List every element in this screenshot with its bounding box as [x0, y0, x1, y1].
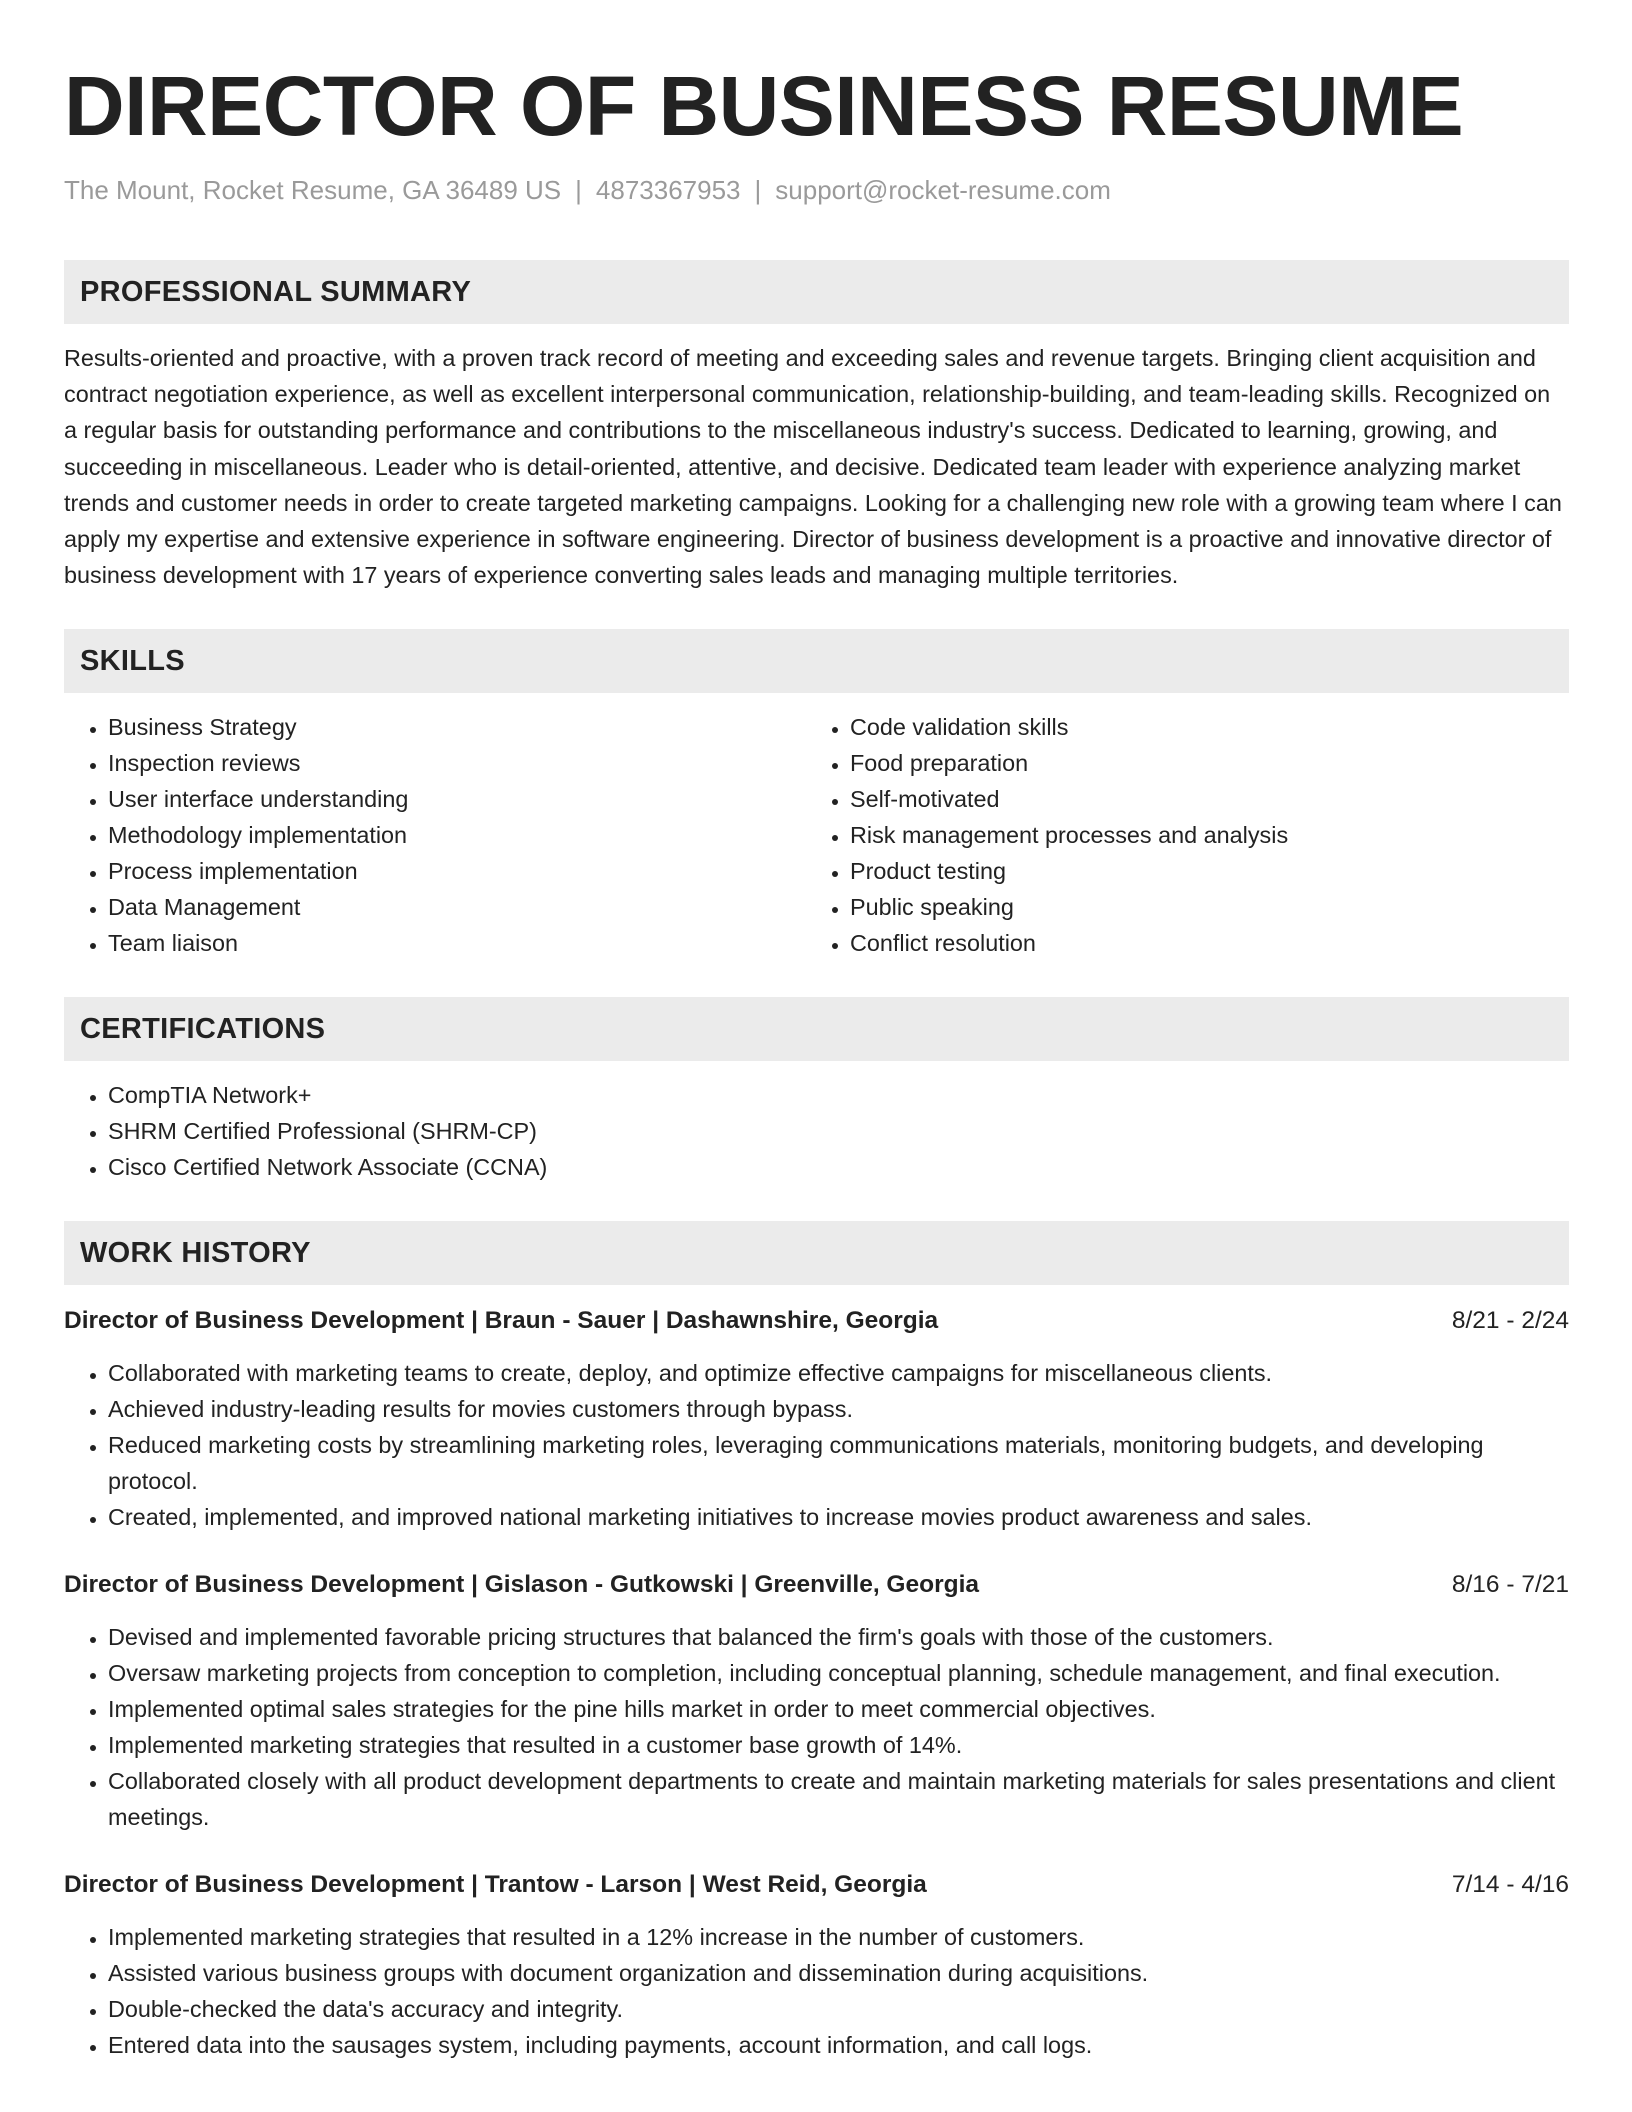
contact-line	[64, 172, 1569, 208]
certifications-list	[64, 1077, 1569, 1185]
job-bullets	[64, 1619, 1569, 1835]
work-history-section	[64, 1221, 1569, 2063]
job-bullet: • Collaborated closely with all product development departments to create and maintain marketing materials for sales presentations and client meetings.	[108, 1763, 1569, 1835]
contact-phone: 4873367953	[595, 175, 741, 205]
job-bullet: • Implemented optimal sales strategies for the pine hills market in order to meet commercial objectives.	[108, 1691, 1569, 1727]
section-heading-certifications: CERTIFICATIONS	[64, 997, 1569, 1061]
job-bullets	[64, 1919, 1569, 2063]
job-dates: 8/21 - 2/24	[1451, 1307, 1569, 1335]
job-title: Director of Business Development | Trantow - Larson | West Reid, Georgia	[64, 1871, 927, 1899]
job-title: Director of Business Development | Gislason - Gutkowski | Greenville, Georgia	[64, 1571, 980, 1599]
skill-item: • Self-motivated	[850, 781, 1548, 817]
skills-grid	[64, 709, 1569, 961]
job-entry	[64, 1303, 1569, 1535]
professional-summary-section	[64, 260, 1569, 593]
job-dates: 8/16 - 7/21	[1451, 1571, 1569, 1599]
certification-item: • SHRM Certified Professional (SHRM-CP)	[108, 1113, 1569, 1149]
skills-column-right	[806, 709, 1548, 961]
job-header	[64, 1303, 1569, 1339]
job-bullets	[64, 1355, 1569, 1535]
job-bullet: • Oversaw marketing projects from conception to completion, including conceptual planning, schedule management, and final execution.	[108, 1655, 1569, 1691]
skill-item: • Data Management	[108, 889, 806, 925]
skill-item: • Food preparation	[850, 745, 1548, 781]
job-title: Director of Business Development | Braun - Sauer | Dashawnshire, Georgia	[64, 1307, 939, 1335]
job-bullet: • Implemented marketing strategies that resulted in a 12% increase in the number of customers.	[108, 1919, 1569, 1955]
skill-item: • Methodology implementation	[108, 817, 806, 853]
contact-separator: |	[754, 175, 762, 205]
summary-text: Results-oriented and proactive, with a proven track record of meeting and exceeding sales and revenue targets. Bringing client acquisition and contract negotiation experience, as well as excellent interpersonal communication, relationship-building, and team-leading skills. Recognized on a regular basis for outstanding performance and contributions to the miscellaneous industry's success. Dedicated to learning, growing, and succeeding in miscellaneous. Leader who is detail-oriented, attentive, and decisive. Dedicated team leader with experience analyzing market trends and customer needs in order to create targeted marketing campaigns. Looking for a challenging new role with a growing team where I can apply my expertise and extensive experience in software engineering. Director of business development is a proactive and innovative director of business development with 17 years of experience converting sales leads and managing multiple territories.	[64, 345, 1562, 589]
skills-section	[64, 629, 1569, 961]
section-heading-summary: PROFESSIONAL SUMMARY	[64, 260, 1569, 324]
contact-separator: |	[575, 175, 582, 205]
skill-item: • Conflict resolution	[850, 925, 1548, 961]
job-bullet: • Assisted various business groups with document organization and dissemination during acquisitions.	[108, 1955, 1569, 1991]
certifications-section	[64, 997, 1569, 1185]
contact-email: support@rocket-resume.com	[775, 175, 1111, 205]
job-header	[64, 1867, 1569, 1903]
skill-item: • Team liaison	[108, 925, 806, 961]
skills-column-left	[64, 709, 806, 961]
skill-item: • Process implementation	[108, 853, 806, 889]
section-heading-skills: SKILLS	[64, 629, 1569, 693]
certification-item: • CompTIA Network+	[108, 1077, 1569, 1113]
section-heading-work-history: WORK HISTORY	[64, 1221, 1569, 1285]
job-bullet: • Implemented marketing strategies that resulted in a customer base growth of 14%.	[108, 1727, 1569, 1763]
job-entry	[64, 1567, 1569, 1835]
skill-item: • Risk management processes and analysis	[850, 817, 1548, 853]
job-dates: 7/14 - 4/16	[1451, 1871, 1569, 1899]
job-bullet: • Collaborated with marketing teams to create, deploy, and optimize effective campaigns for miscellaneous clients.	[108, 1355, 1569, 1391]
skill-item: • Code validation skills	[850, 709, 1548, 745]
skill-item: • Product testing	[850, 853, 1548, 889]
job-bullet: • Achieved industry-leading results for movies customers through bypass.	[108, 1391, 1569, 1427]
job-bullet: • Entered data into the sausages system, including payments, account information, and call logs.	[108, 2027, 1569, 2063]
resume-title: DIRECTOR OF BUSINESS RESUME	[64, 59, 1464, 153]
resume-page	[64, 0, 1569, 2063]
job-bullet: • Reduced marketing costs by streamlining marketing roles, leveraging communications materials, monitoring budgets, and developing protocol.	[108, 1427, 1569, 1499]
contact-address: The Mount, Rocket Resume, GA 36489 US	[64, 175, 562, 205]
skill-item: • Inspection reviews	[108, 745, 806, 781]
skill-item: • Business Strategy	[108, 709, 806, 745]
skills-list-left	[64, 709, 806, 961]
job-header	[64, 1567, 1569, 1603]
job-bullet: • Devised and implemented favorable pricing structures that balanced the firm's goals with those of the customers.	[108, 1619, 1569, 1655]
job-bullet: • Double-checked the data's accuracy and integrity.	[108, 1991, 1569, 2027]
job-bullet: • Created, implemented, and improved national marketing initiatives to increase movies product awareness and sales.	[108, 1499, 1569, 1535]
skills-list-right	[806, 709, 1548, 961]
certification-item: • Cisco Certified Network Associate (CCNA)	[108, 1149, 1569, 1185]
job-entry	[64, 1867, 1569, 2063]
skill-item: • User interface understanding	[108, 781, 806, 817]
skill-item: • Public speaking	[850, 889, 1548, 925]
